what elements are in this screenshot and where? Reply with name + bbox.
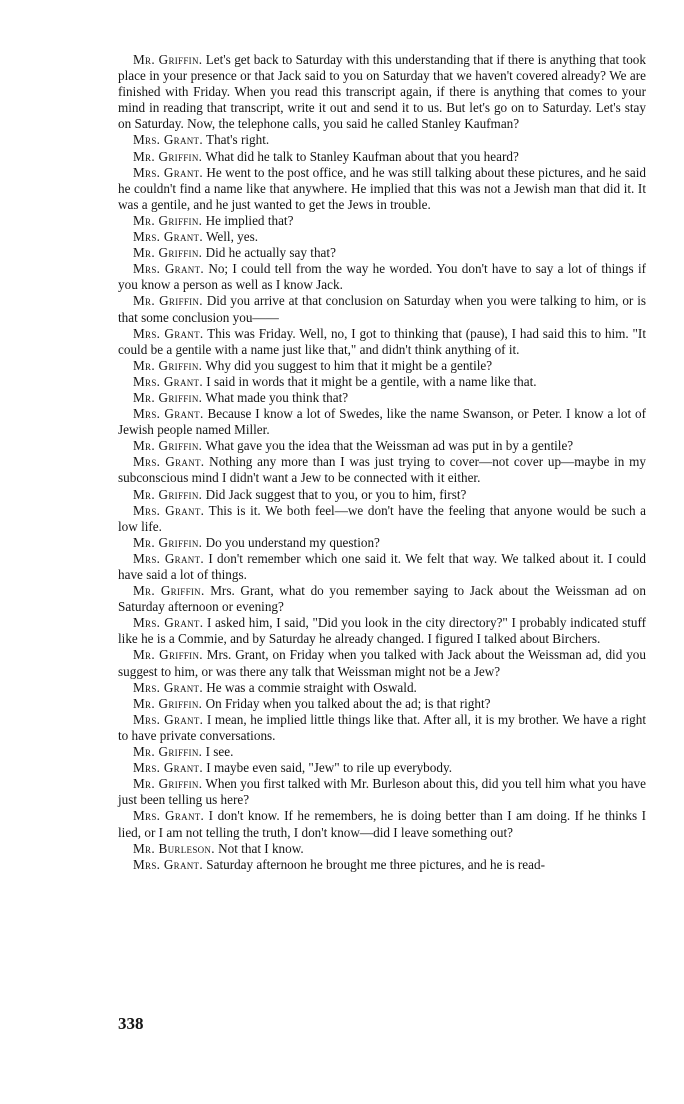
- paragraph-text: Not that I know.: [218, 840, 304, 856]
- paragraph-text: I see.: [205, 744, 234, 760]
- transcript-paragraph: [118, 696, 646, 712]
- paragraph-text: Why did you suggest to him that it might be a gentile?: [205, 357, 493, 373]
- speaker-name: Mrs. Grant.: [133, 454, 205, 470]
- transcript-paragraph: [118, 132, 646, 148]
- transcript-page: [118, 52, 646, 873]
- speaker-name: Mrs. Grant.: [133, 132, 203, 148]
- paragraph-text: Do you understand my question?: [205, 534, 380, 550]
- transcript-paragraph: [118, 245, 646, 261]
- transcript-paragraph: [118, 503, 646, 535]
- speaker-name: Mr. Griffin.: [133, 534, 203, 550]
- page-number: 338: [118, 1014, 144, 1033]
- transcript-paragraph: [118, 165, 646, 213]
- transcript-paragraph: [118, 808, 646, 840]
- speaker-name: Mrs. Grant.: [133, 164, 204, 180]
- speaker-name: Mr. Griffin.: [133, 695, 203, 711]
- paragraph-text: I mean, he implied little things like that. After all, it is my brother. We have a right to have private conversations.: [118, 711, 646, 743]
- speaker-name: Mr. Griffin.: [133, 438, 203, 454]
- transcript-paragraph: [118, 857, 646, 873]
- paragraph-text: He was a commie straight with Oswald.: [206, 679, 417, 695]
- speaker-name: Mr. Griffin.: [133, 357, 203, 373]
- paragraph-text: What did he talk to Stanley Kaufman about that you heard?: [205, 148, 519, 164]
- speaker-name: Mrs. Grant.: [133, 760, 203, 776]
- transcript-paragraph: [118, 583, 646, 615]
- transcript-paragraph: [118, 390, 646, 406]
- paragraph-text: I maybe even said, "Jew" to rile up everybody.: [206, 760, 452, 776]
- paragraph-text: On Friday when you talked about the ad; is that right?: [205, 695, 491, 711]
- speaker-name: Mrs. Grant.: [133, 373, 203, 389]
- transcript-paragraph: [118, 712, 646, 744]
- speaker-name: Mr. Griffin.: [133, 776, 203, 792]
- transcript-paragraph: [118, 326, 646, 358]
- speaker-name: Mr. Griffin.: [133, 148, 203, 164]
- transcript-paragraph: [118, 149, 646, 165]
- speaker-name: Mr. Griffin.: [133, 486, 203, 502]
- transcript-paragraph: [118, 358, 646, 374]
- speaker-name: Mrs. Grant.: [133, 615, 204, 631]
- speaker-name: Mr. Griffin.: [133, 52, 203, 67]
- transcript-paragraph: [118, 229, 646, 245]
- paragraph-text: Saturday afternoon he brought me three pictures, and he is read-: [206, 856, 545, 872]
- transcript-paragraph: [118, 438, 646, 454]
- paragraph-text: I asked him, I said, "Did you look in the city directory?" I probably indicated stuff like he is a Commie, and by Saturday he already changed. I figured I talked about Birchers.: [118, 615, 647, 647]
- transcript-paragraph: [118, 760, 646, 776]
- paragraph-text: What made you think that?: [205, 389, 349, 405]
- speaker-name: Mr. Griffin.: [133, 293, 203, 309]
- paragraph-text: When you first talked with Mr. Burleson about this, did you tell him what you have just been telling us here?: [118, 776, 646, 808]
- speaker-name: Mrs. Grant.: [133, 808, 205, 824]
- transcript-paragraph: [118, 487, 646, 503]
- transcript-paragraph: [118, 454, 646, 486]
- speaker-name: Mrs. Grant.: [133, 406, 204, 422]
- paragraph-text: Did you arrive at that conclusion on Saturday when you were talking to him, or is that some conclusion you——: [118, 293, 646, 325]
- speaker-name: Mr. Griffin.: [133, 389, 203, 405]
- paragraph-text: He went to the post office, and he was still talking about these pictures, and he said he couldn't find a name like that anywhere. He implied that this was not a Jewish man that did it. It was a gentile, and he just wanted to get the Jews in trouble.: [118, 164, 647, 212]
- paragraph-text: This is it. We both feel—we don't have the feeling that anyone would be such a low life.: [118, 502, 647, 534]
- transcript-paragraph: [118, 406, 646, 438]
- paragraph-text: Let's get back to Saturday with this understanding that if there is anything that took place in your presence or that Jack said to you on Saturday that we haven't covered already? We are finished with Friday. When you read this transcript again, if there is anything that comes to your mind in reading that transcript, write it out and send it to us. But let's go on to Saturday. Let's stay on Saturday. Now, the telephone calls, you said he called Stanley Kaufman?: [118, 52, 646, 132]
- speaker-name: Mrs. Grant.: [133, 679, 203, 695]
- paragraph-text: Mrs. Grant, on Friday when you talked with Jack about the Weissman ad, did you suggest to him, or was there any talk that Weissman might not be a Jew?: [118, 647, 646, 679]
- paragraph-text: I don't remember which one said it. We felt that way. We talked about it. I could have said a lot of things.: [118, 550, 647, 582]
- speaker-name: Mrs. Grant.: [133, 711, 204, 727]
- paragraph-text: Mrs. Grant, what do you remember saying to Jack about the Weissman ad on Saturday afternoon or evening?: [118, 583, 646, 615]
- paragraph-text: Did Jack suggest that to you, or you to him, first?: [205, 486, 467, 502]
- transcript-paragraph: [118, 535, 646, 551]
- paragraph-text: I said in words that it might be a gentile, with a name like that.: [206, 373, 537, 389]
- paragraph-text: I don't know. If he remembers, he is doing better than I am doing. If he thinks I lied, or I am not telling the truth, I don't know—did I leave something out?: [118, 808, 647, 840]
- transcript-paragraph: [118, 551, 646, 583]
- transcript-paragraph: [118, 647, 646, 679]
- speaker-name: Mr. Griffin.: [133, 583, 205, 599]
- transcript-paragraph: [118, 776, 646, 808]
- speaker-name: Mrs. Grant.: [133, 856, 203, 872]
- speaker-name: Mrs. Grant.: [133, 229, 203, 245]
- paragraph-text: That's right.: [206, 132, 270, 148]
- paragraph-text: This was Friday. Well, no, I got to thinking that (pause), I had said this to him. "It could be a gentile with a name just like that," and didn't think anything of it.: [118, 325, 646, 357]
- paragraph-text: What gave you the idea that the Weissman ad was put in by a gentile?: [205, 438, 574, 454]
- transcript-paragraph: [118, 841, 646, 857]
- paragraph-text: Well, yes.: [206, 229, 259, 245]
- paragraph-text: No; I could tell from the way he worded. You don't have to say a lot of things if you know a person as well as I know Jack.: [118, 261, 646, 293]
- paragraph-text: He implied that?: [205, 212, 294, 228]
- paragraph-text: Nothing any more than I was just trying to cover—not cover up—maybe in my subconscious mind I didn't want a Jew to be connected with it either.: [118, 454, 647, 486]
- speaker-name: Mrs. Grant.: [133, 261, 204, 277]
- speaker-name: Mr. Griffin.: [133, 647, 203, 663]
- speaker-name: Mr. Griffin.: [133, 744, 203, 760]
- transcript-paragraph: [118, 744, 646, 760]
- speaker-name: Mr. Burleson.: [133, 840, 215, 856]
- speaker-name: Mr. Griffin.: [133, 245, 203, 261]
- speaker-name: Mrs. Grant.: [133, 325, 204, 341]
- transcript-paragraph: [118, 615, 646, 647]
- speaker-name: Mr. Griffin.: [133, 212, 203, 228]
- transcript-paragraph: [118, 261, 646, 293]
- speaker-name: Mrs. Grant.: [133, 550, 204, 566]
- transcript-paragraph: [118, 52, 646, 132]
- speaker-name: Mrs. Grant.: [133, 502, 205, 518]
- paragraph-text: Because I know a lot of Swedes, like the name Swanson, or Peter. I know a lot of Jewish people named Miller.: [118, 406, 646, 438]
- transcript-paragraph: [118, 293, 646, 325]
- transcript-paragraph: [118, 213, 646, 229]
- paragraph-text: Did he actually say that?: [205, 245, 336, 261]
- transcript-paragraph: [118, 374, 646, 390]
- transcript-paragraph: [118, 680, 646, 696]
